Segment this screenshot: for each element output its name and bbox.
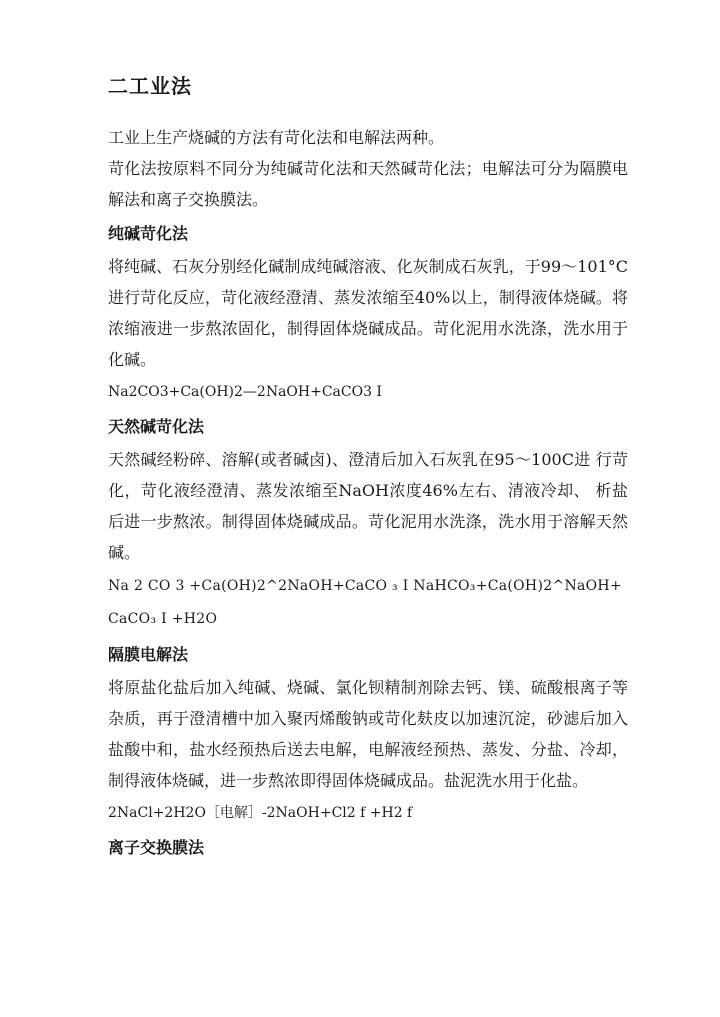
section-soda-causticization — [108, 219, 628, 408]
section-ion-exchange-membrane — [108, 833, 628, 863]
chemical-formula: 2NaCl+2H2O［电解］-2NaOH+Cl2 f +H2 f — [108, 805, 413, 821]
section-natural-soda-causticization — [108, 412, 628, 636]
document-page — [108, 62, 628, 865]
section-heading: 纯碱苛化法 — [108, 224, 189, 243]
section-body: 将原盐化盐后加入纯碱、烧碱、氯化钡精制剂除去钙、镁、硫酸根离子等杂质，再于澄清槽中加入聚丙烯酸钠或苛化麸皮以加速沉淀，砂滤后加入盐酸中和，盐水经预热后送去电解，电解液经预热、蒸发、分盐、冷却，制得液体烧碱，进一步熬浓即得固体烧碱成品。盐泥洗水用于化盐。 — [108, 678, 628, 790]
section-body: 将纯碱、石灰分别经化碱制成纯碱溶液、化灰制成石灰乳，于99～101°C进行苛化反应，苛化液经澄清、蒸发浓缩至40%以上，制得液体烧碱。将浓缩液进一步熬浓固化，制得固体烧碱成品。苛化泥用水洗涤，洗水用于化碱。 — [108, 257, 628, 369]
section-heading: 隔膜电解法 — [108, 645, 189, 664]
chemical-formula: Na2CO3+Ca(OH)2—2NaOH+CaCO3 I — [108, 384, 382, 400]
intro-paragraph-1: 工业上生产烧碱的方法有苛化法和电解法两种。 — [108, 128, 445, 147]
page-title: 二工业法 — [108, 74, 192, 98]
section-heading: 离子交换膜法 — [108, 838, 205, 857]
section-diaphragm-electrolysis — [108, 640, 628, 829]
chemical-formula: Na 2 CO 3 +Ca(OH)2^2NaOH+CaCO ₃ I NaHCO₃+Ca(OH)2^NaOH+CaCO₃ I +H2O — [108, 578, 622, 627]
intro-paragraph-2: 苛化法按原料不同分为纯碱苛化法和天然碱苛化法；电解法可分为隔膜电解法和离子交换膜法。 — [108, 159, 628, 209]
section-heading: 天然碱苛化法 — [108, 417, 205, 436]
section-body: 天然碱经粉碎、溶解(或者碱卤)、澄清后加入石灰乳在95～100C进 行苛化，苛化液经澄清、蒸发浓缩至NaOH浓度46%左右、清液冷却、 析盐后进一步熬浓。制得固体烧碱成品。苛化泥用水洗涤，洗水用于溶解天然碱。 — [108, 450, 628, 562]
